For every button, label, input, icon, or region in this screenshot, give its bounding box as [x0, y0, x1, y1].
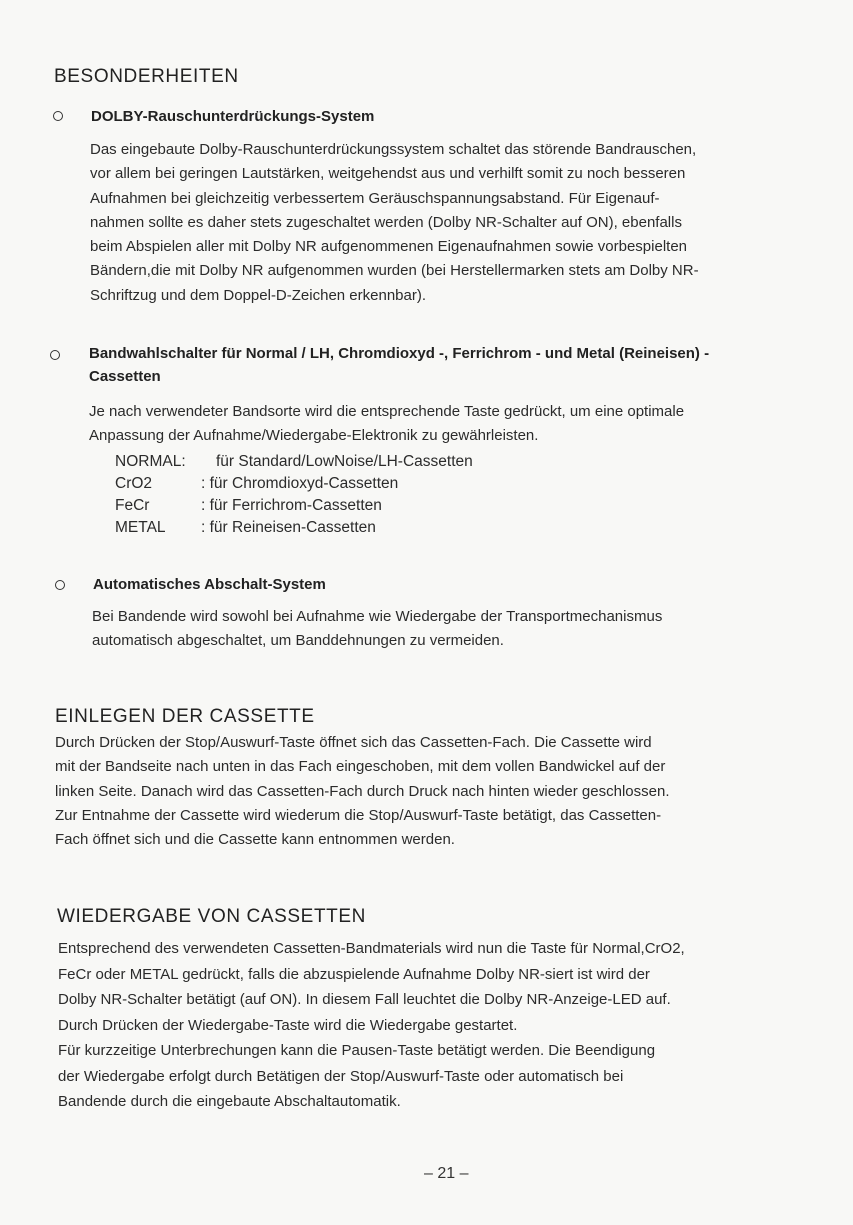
- text-line: Für kurzzeitige Unterbrechungen kann die Pausen-Taste betätigt werden. Die Beendigung: [58, 1042, 656, 1059]
- text-line: beim Abspielen aller mit Dolby NR aufgenommenen Eigenaufnahmen sowie vorbespielten: [90, 238, 688, 256]
- text-line: automatisch abgeschaltet, um Banddehnungen zu vermeiden.: [92, 632, 504, 650]
- item-heading-abschalt: Automatisches Abschalt-System: [93, 576, 326, 593]
- section-title-wiedergabe: WIEDERGABE VON CASSETTEN: [57, 906, 366, 927]
- text-line: der Wiedergabe erfolgt durch Betätigen der Stop/Auswurf-Taste oder automatisch bei: [58, 1067, 624, 1085]
- paragraph-abschalt: [92, 605, 832, 654]
- bullet-icon: [55, 580, 65, 590]
- table-row: [115, 451, 565, 473]
- text-line: Das eingebaute Dolby-Rauschunterdrückungssystem schaltet das störende Bandrauschen,: [90, 141, 697, 158]
- text-line: Bandende durch die eingebaute Abschaltautomatik.: [58, 1093, 401, 1110]
- text-line: Durch Drücken der Wiedergabe-Taste wird die Wiedergabe gestartet.: [58, 1016, 518, 1034]
- bullet-icon: [50, 350, 60, 360]
- tape-type-table: [115, 451, 565, 539]
- text-line: Bändern,die mit Dolby NR aufgenommen wurden (bei Herstellermarken stets am Dolby NR-: [90, 262, 699, 280]
- tape-type-key: NORMAL:: [115, 453, 186, 470]
- text-line: vor allem bei geringen Lautstärken, weitgehendst aus und verhilft somit zu noch besseren: [90, 165, 686, 183]
- tape-type-value: : für Reineisen-Cassetten: [201, 519, 376, 536]
- heading-line: Cassetten: [89, 368, 161, 385]
- text-line: Dolby NR-Schalter betätigt (auf ON). In diesem Fall leuchtet die Dolby NR-Anzeige-LED auf.: [58, 991, 671, 1008]
- bullet-icon: [53, 111, 63, 121]
- text-line: Schriftzug und dem Doppel-D-Zeichen erkennbar).: [90, 286, 426, 304]
- text-line: linken Seite. Danach wird das Cassetten-Fach durch Druck nach hinten wieder geschlossen.: [55, 782, 670, 800]
- text-line: FeCr oder METAL gedrückt, falls die abzuspielende Aufnahme Dolby NR-siert ist wird der: [58, 965, 650, 983]
- tape-type-key: CrO2: [115, 475, 153, 492]
- table-row: [115, 473, 565, 495]
- section-title-besonderheiten: BESONDERHEITEN: [54, 66, 239, 87]
- tape-type-value: : für Chromdioxyd-Cassetten: [201, 475, 399, 492]
- page-number: – 21 –: [424, 1165, 469, 1182]
- item-heading-bandwahl: [89, 342, 709, 388]
- heading-line: Bandwahlschalter für Normal / LH, Chromdioxyd -, Ferrichrom - und Metal (Reineisen) -: [89, 345, 710, 362]
- text-line: Anpassung der Aufnahme/Wiedergabe-Elektronik zu gewährleisten.: [89, 427, 539, 445]
- section-title-einlegen: EINLEGEN DER CASSETTE: [55, 706, 315, 727]
- paragraph-einlegen: [55, 731, 830, 852]
- table-row: [115, 517, 565, 539]
- text-line: Aufnahmen bei gleichzeitig verbessertem Geräuschspannungsabstand. Für Eigenauf-: [90, 189, 660, 207]
- tape-type-key: FeCr: [115, 497, 150, 514]
- paragraph-dolby: [90, 138, 830, 308]
- text-line: Zur Entnahme der Cassette wird wiederum die Stop/Auswurf-Taste betätigt, das Cassetten-: [55, 806, 662, 824]
- tape-type-key: METAL: [115, 519, 166, 536]
- tape-type-value: für Standard/LowNoise/LH-Cassetten: [216, 453, 473, 470]
- paragraph-bandwahl: [89, 400, 834, 449]
- text-line: nahmen sollte es daher stets zugeschaltet werden (Dolby NR-Schalter auf ON), ebenfalls: [90, 213, 682, 231]
- item-heading-dolby: DOLBY-Rauschunterdrückungs-System: [91, 108, 375, 125]
- text-line: Bei Bandende wird sowohl bei Aufnahme wie Wiedergabe der Transportmechanismus: [92, 608, 663, 625]
- table-row: [115, 495, 565, 517]
- text-line: Entsprechend des verwendeten Cassetten-Bandmaterials wird nun die Taste für Normal,CrO2,: [58, 940, 685, 957]
- text-line: mit der Bandseite nach unten in das Fach eingeschoben, mit dem vollen Bandwickel auf der: [55, 758, 666, 776]
- text-line: Fach öffnet sich und die Cassette kann entnommen werden.: [55, 831, 455, 849]
- paragraph-wiedergabe: [58, 936, 838, 1115]
- tape-type-value: : für Ferrichrom-Cassetten: [201, 497, 382, 514]
- text-line: Je nach verwendeter Bandsorte wird die entsprechende Taste gedrückt, um eine optimale: [89, 403, 685, 420]
- text-line: Durch Drücken der Stop/Auswurf-Taste öffnet sich das Cassetten-Fach. Die Cassette wird: [55, 734, 652, 751]
